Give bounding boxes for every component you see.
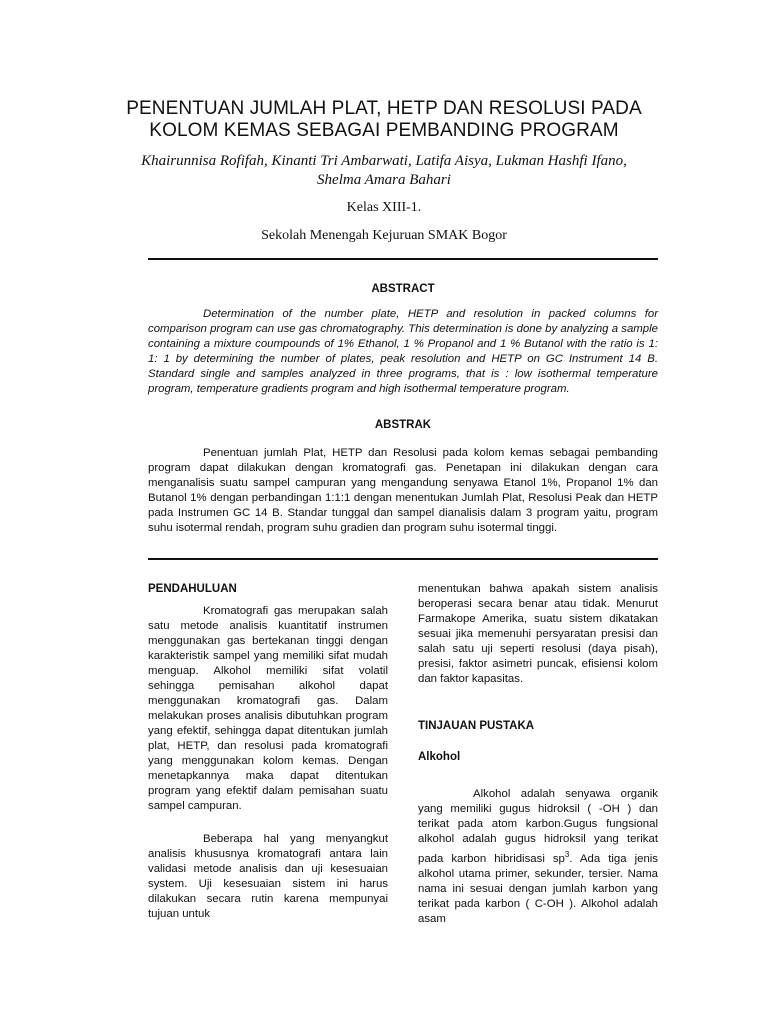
- pendahuluan-paragraph-1: Kromatografi gas merupakan salah satu metode analisis kuantitatif instrumen menggunakan gas bertekanan tinggi dengan karakteristik sampel yang memiliki sifat mudah menguap. Alkohol memiliki sifat volatil sehingga pemisahan alkohol dapat menggunakan kromatografi gas. Dalam melakukan proses analisis dibutuhkan program yang efektif, sehingga dapat ditentukan jumlah plat, HETP, dan resolusi pada kromatografi yang menggunakan kolom kemas. Dengan menetapkannya maka dapat ditentukan program yang efektif dalam pemisahan suatu sampel campuran.: [148, 605, 388, 812]
- title-line-1: PENENTUAN JUMLAH PLAT, HETP DAN RESOLUSI PADA: [126, 98, 642, 119]
- authors-line-2: Shelma Amara Bahari: [317, 172, 451, 188]
- right-column: [418, 582, 658, 927]
- abstrak-heading: ABSTRAK: [374, 419, 432, 431]
- middle-divider: [148, 558, 658, 560]
- alkohol-paragraph: [418, 787, 658, 927]
- top-divider: [148, 258, 658, 260]
- authors-line-1: Khairunnisa Rofifah, Kinanti Tri Ambarwati, Latifa Aisya, Lukman Hashfi Ifano,: [141, 153, 627, 169]
- pendahuluan-heading: PENDAHULUAN: [148, 583, 237, 595]
- class-name: Kelas XIII-1.: [346, 200, 422, 215]
- continuation-paragraph: menentukan bahwa apakah sistem analisis beroperasi secara benar atau tidak. Menurut Farmakope Amerika, suatu sistem dikatakan sesuai jika memenuhi persyaratan presisi dan salah satu uji seperti resolusi (daya pisah), presisi, faktor asimetri puncak, efisiensi kolom dan faktor kapasitas.: [418, 583, 658, 685]
- title-line-2: KOLOM KEMAS SEBAGAI PEMBANDING PROGRAM: [149, 120, 619, 141]
- abstract-heading: ABSTRACT: [371, 283, 435, 295]
- alkohol-text-part-1: Alkohol adalah senyawa organik yang memiliki gugus hidroksil ( -OH ) dan terikat pada atom karbon.Gugus fungsional alkohol adalah gugus hidroksil yang terikat pada karbon hibridisasi sp: [418, 788, 658, 865]
- authors: [110, 152, 658, 190]
- pendahuluan-paragraph-2: Beberapa hal yang menyangkut analisis khususnya kromatografi antara lain validasi metode analisis dan uji kesesuaian system. Uji kesesuaian sistem ini harus dilakukan secara rutin karena mempunyai tujuan untuk: [148, 833, 388, 920]
- school-name: Sekolah Menengah Kejuruan SMAK Bogor: [261, 228, 507, 243]
- abstract-text: Determination of the number plate, HETP and resolution in packed columns for comparison program can use gas chromatography. This determination is done by analyzing a sample containing a mixture coumpounds of 1% Ethanol, 1 % Propanol and 1 % Butanol with the ratio is 1: 1: 1 by determining the number of plates, peak resolution and HETP on GC Instrument 14 B. Standard single and samples analyzed in three programs, that is : low isothermal temperature program, temperature gradients program and high isothermal temperature program.: [148, 308, 658, 395]
- superscript-3: 3: [564, 850, 570, 859]
- alkohol-subheading: Alkohol: [418, 751, 461, 763]
- paper-title: [100, 98, 668, 142]
- abstrak-text: Penentuan jumlah Plat, HETP dan Resolusi pada kolom kemas sebagai pembanding program dapat dilakukan dengan kromatografi gas. Penetapan ini dilakukan dengan cara menganalisis suatu sampel campuran yang mengandung senyawa Etanol 1%, Propanol 1% dan Butanol 1% dengan perbandingan 1:1:1 dengan menentukan Jumlah Plat, Resolusi Peak dan HETP pada Instrumen GC 14 B. Standar tunggal dan sampel dianalisis dalam 3 program yaitu, program suhu isotermal rendah, program suhu gradien dan program suhu isotermal tinggi.: [148, 447, 658, 534]
- alkohol-text-part-2: . Ada tiga jenis alkohol utama primer, sekunder, tersier. Nama nama ini sesuai dengan jumlah karbon yang terikat pada karbon ( C-OH ). Alkohol adalah asam: [418, 852, 659, 925]
- left-column: [148, 582, 388, 922]
- tinjauan-pustaka-heading: TINJAUAN PUSTAKA: [418, 720, 535, 732]
